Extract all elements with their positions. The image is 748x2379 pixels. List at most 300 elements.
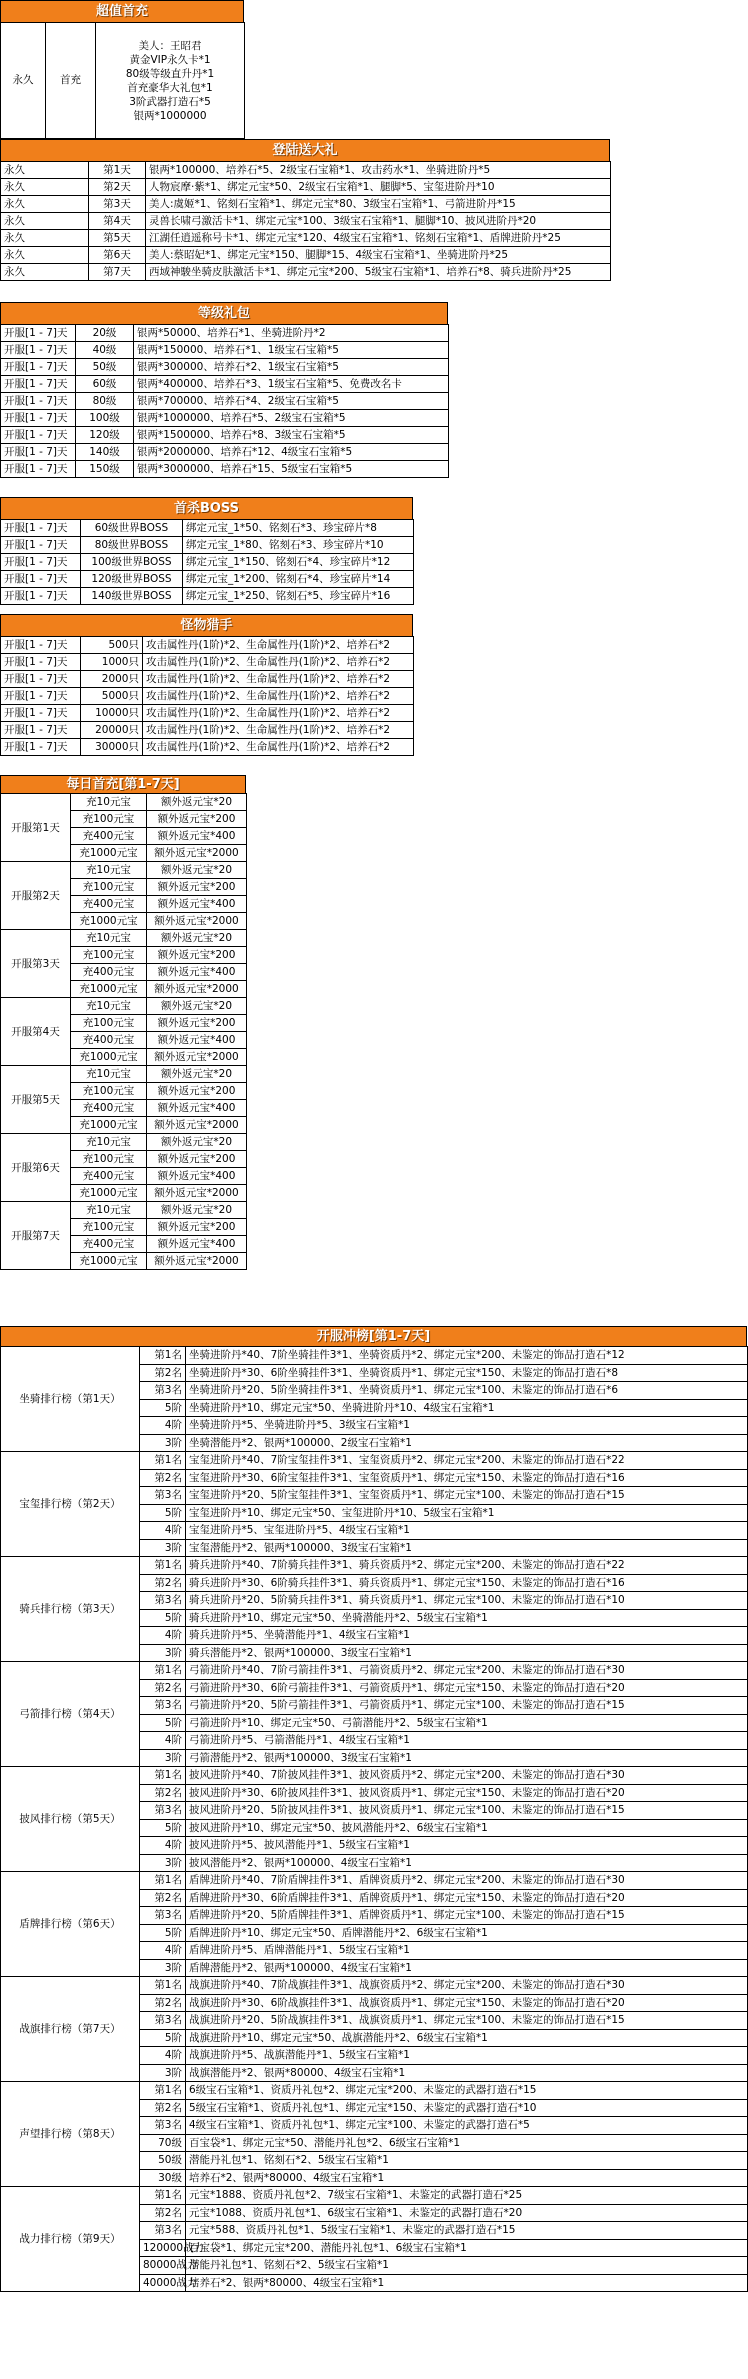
rank-place-cell: 5阶 [140, 1819, 186, 1837]
bonus-cell: 额外返元宝*20 [147, 1134, 247, 1151]
period-cell: 开服[1 - 7]天 [1, 359, 76, 376]
boss-cell: 60级世界BOSS [81, 520, 183, 537]
charge-amount-cell: 充10元宝 [71, 930, 147, 947]
table-row [1, 2082, 748, 2100]
table-row [1, 427, 449, 444]
rank-place-cell: 第3名 [140, 1907, 186, 1925]
level-gift-section [0, 302, 448, 478]
bonus-cell: 额外返元宝*2000 [147, 1117, 247, 1134]
rank-place-cell: 第3名 [140, 1697, 186, 1715]
rank-category-cell: 宝玺排行榜（第2天） [1, 1452, 140, 1557]
charge-amount-cell: 充100元宝 [71, 879, 147, 896]
table-row [1, 705, 414, 722]
day-cell: 第1天 [89, 162, 146, 179]
duration-cell: 永久 [1, 247, 89, 264]
day-label-cell: 开服第5天 [1, 1066, 71, 1134]
bonus-cell: 额外返元宝*20 [147, 1202, 247, 1219]
reward-cell: 绑定元宝_1*80、铭刻石*3、珍宝碎片*10 [183, 537, 414, 554]
bonus-cell: 额外返元宝*400 [147, 964, 247, 981]
bonus-cell: 额外返元宝*400 [147, 1168, 247, 1185]
reward-cell: 银两*150000、培养石*1、1级宝石宝箱*5 [134, 342, 449, 359]
period-cell: 开服[1 - 7]天 [1, 410, 76, 427]
charge-amount-cell: 充100元宝 [71, 1151, 147, 1168]
rank-place-cell: 30级 [140, 2169, 186, 2187]
reward-cell: 宝玺进阶丹*10、绑定元宝*50、宝玺进阶丹*10、5级宝石宝箱*1 [186, 1504, 748, 1522]
table-row [1, 520, 414, 537]
period-cell: 开服[1 - 7]天 [1, 444, 76, 461]
reward-cell: 披风进阶丹*10、绑定元宝*50、披风潜能丹*2、6级宝石宝箱*1 [186, 1819, 748, 1837]
reward-cell: 坐骑进阶丹*30、6阶坐骑挂件3*1、坐骑资质丹*1、绑定元宝*150、未鉴定的饰品打造石*8 [186, 1364, 748, 1382]
reward-cell: 元宝*588、资质丹礼包*1、5级宝石宝箱*1、未鉴定的武器打造石*15 [186, 2222, 748, 2240]
period-cell: 开服[1 - 7]天 [1, 537, 81, 554]
table-row [1, 461, 449, 478]
rank-place-cell: 5阶 [140, 1609, 186, 1627]
charge-amount-cell: 充1000元宝 [71, 1049, 147, 1066]
rank-place-cell: 第2名 [140, 2099, 186, 2117]
reward-cell: 银两*300000、培养石*2、1级宝石宝箱*5 [134, 359, 449, 376]
rank-place-cell: 3阶 [140, 1434, 186, 1452]
rank-place-cell: 4阶 [140, 1417, 186, 1435]
day-cell: 第4天 [89, 213, 146, 230]
reward-cell: 绑定元宝_1*150、铭刻石*4、珍宝碎片*12 [183, 554, 414, 571]
bonus-cell: 额外返元宝*2000 [147, 845, 247, 862]
table-row [1, 1066, 247, 1083]
bonus-cell: 额外返元宝*20 [147, 862, 247, 879]
rank-place-cell: 5阶 [140, 1924, 186, 1942]
table-row [1, 162, 611, 179]
table-row [1, 688, 414, 705]
reward-cell: 西域神駿坐骑皮肤激活卡*1、绑定元宝*200、5级宝石宝箱*1、培养石*8、骑兵进阶丹*25 [146, 264, 611, 281]
bonus-cell: 额外返元宝*200 [147, 1083, 247, 1100]
day-label-cell: 开服第7天 [1, 1202, 71, 1270]
reward-cell: 骑兵进阶丹*20、5阶骑兵挂件3*1、骑兵资质丹*1、绑定元宝*100、未鉴定的饰品打造石*10 [186, 1592, 748, 1610]
level-cell: 20级 [76, 325, 134, 342]
kill-count-cell: 30000只 [81, 739, 143, 756]
reward-cell: 攻击属性丹(1阶)*2、生命属性丹(1阶)*2、培养石*2 [143, 739, 414, 756]
reward-cell: 攻击属性丹(1阶)*2、生命属性丹(1阶)*2、培养石*2 [143, 722, 414, 739]
rank-place-cell: 第3名 [140, 1802, 186, 1820]
first-charge-table [0, 22, 245, 139]
charge-amount-cell: 充10元宝 [71, 1066, 147, 1083]
rank-place-cell: 3阶 [140, 2064, 186, 2082]
reward-cell: 战旗进阶丹*5、战旗潜能丹*1、5级宝石宝箱*1 [186, 2047, 748, 2065]
rank-place-cell: 第2名 [140, 1364, 186, 1382]
boss-section [0, 497, 413, 605]
daily-charge-table [0, 793, 247, 1270]
day-label-cell: 开服第2天 [1, 862, 71, 930]
day-label-cell: 开服第4天 [1, 998, 71, 1066]
rank-place-cell: 第3名 [140, 2222, 186, 2240]
level-gift-table [0, 324, 449, 478]
reward-cell: 战旗潜能丹*2、银两*80000、4级宝石宝箱*1 [186, 2064, 748, 2082]
bonus-cell: 额外返元宝*400 [147, 828, 247, 845]
first-charge-type: 首充 [46, 23, 96, 139]
duration-cell: 永久 [1, 264, 89, 281]
table-row [1, 376, 449, 393]
table-row [1, 264, 611, 281]
day-label-cell: 开服第6天 [1, 1134, 71, 1202]
period-cell: 开服[1 - 7]天 [1, 588, 81, 605]
rank-place-cell: 第2名 [140, 1574, 186, 1592]
rank-place-cell: 第1名 [140, 1767, 186, 1785]
hunter-table [0, 636, 414, 756]
reward-cell: 银两*50000、培养石*1、坐骑进阶丹*2 [134, 325, 449, 342]
day-label-cell: 开服第3天 [1, 930, 71, 998]
charge-amount-cell: 充100元宝 [71, 1219, 147, 1236]
charge-amount-cell: 充400元宝 [71, 828, 147, 845]
level-gift-title: 等级礼包 [0, 302, 448, 324]
rank-place-cell: 80000战力 [140, 2257, 186, 2275]
hunter-section [0, 614, 413, 756]
bonus-cell: 额外返元宝*20 [147, 794, 247, 811]
rank-place-cell: 第3名 [140, 2117, 186, 2135]
reward-cell: 银两*400000、培养石*3、1级宝石宝箱*5、免费改名卡 [134, 376, 449, 393]
bonus-cell: 额外返元宝*2000 [147, 981, 247, 998]
bonus-cell: 额外返元宝*2000 [147, 1049, 247, 1066]
table-row [1, 1557, 748, 1575]
period-cell: 开服[1 - 7]天 [1, 671, 81, 688]
boss-cell: 100级世界BOSS [81, 554, 183, 571]
reward-cell: 攻击属性丹(1阶)*2、生命属性丹(1阶)*2、培养石*2 [143, 654, 414, 671]
bonus-cell: 额外返元宝*2000 [147, 913, 247, 930]
first-charge-rewards [96, 23, 245, 139]
level-cell: 140级 [76, 444, 134, 461]
reward-cell: 宝玺进阶丹*5、宝玺进阶丹*5、4级宝石宝箱*1 [186, 1522, 748, 1540]
table-row [1, 1977, 748, 1995]
reward-cell: 百宝袋*1、绑定元宝*200、潜能丹礼包*1、6级宝石宝箱*1 [186, 2239, 748, 2257]
rank-place-cell: 40000战力 [140, 2274, 186, 2292]
duration-cell: 永久 [1, 162, 89, 179]
rank-place-cell: 4阶 [140, 1522, 186, 1540]
day-label-cell: 开服第1天 [1, 794, 71, 862]
table-row [1, 213, 611, 230]
boss-cell: 120级世界BOSS [81, 571, 183, 588]
period-cell: 开服[1 - 7]天 [1, 427, 76, 444]
charge-amount-cell: 充1000元宝 [71, 1185, 147, 1202]
reward-line: 3阶武器打造石*5 [129, 95, 211, 108]
rank-title: 开服冲榜[第1-7天] [0, 1326, 747, 1346]
rank-place-cell: 5阶 [140, 1504, 186, 1522]
reward-cell: 4级宝石宝箱*1、资质丹礼包*1、绑定元宝*100、未鉴定的武器打造石*5 [186, 2117, 748, 2135]
reward-cell: 盾牌进阶丹*5、盾牌潜能丹*1、5级宝石宝箱*1 [186, 1942, 748, 1960]
period-cell: 开服[1 - 7]天 [1, 376, 76, 393]
rank-category-cell: 坐骑排行榜（第1天） [1, 1347, 140, 1452]
rank-table [0, 1346, 748, 2292]
reward-cell: 元宝*1888、资质丹礼包*2、7级宝石宝箱*1、未鉴定的武器打造石*25 [186, 2187, 748, 2205]
rank-category-cell: 声望排行榜（第8天） [1, 2082, 140, 2187]
reward-cell: 骑兵进阶丹*30、6阶骑兵挂件3*1、骑兵资质丹*1、绑定元宝*150、未鉴定的饰品打造石*16 [186, 1574, 748, 1592]
day-cell: 第6天 [89, 247, 146, 264]
reward-cell: 弓箭潜能丹*2、银两*100000、3级宝石宝箱*1 [186, 1749, 748, 1767]
period-cell: 开服[1 - 7]天 [1, 342, 76, 359]
period-cell: 开服[1 - 7]天 [1, 520, 81, 537]
reward-cell: 坐骑潜能丹*2、银两*100000、2级宝石宝箱*1 [186, 1434, 748, 1452]
kill-count-cell: 10000只 [81, 705, 143, 722]
rank-place-cell: 第1名 [140, 1452, 186, 1470]
reward-cell: 弓箭进阶丹*20、5阶弓箭挂件3*1、弓箭资质丹*1、绑定元宝*100、未鉴定的饰品打造石*15 [186, 1697, 748, 1715]
reward-cell: 宝玺进阶丹*20、5阶宝玺挂件3*1、宝玺资质丹*1、绑定元宝*100、未鉴定的饰品打造石*15 [186, 1487, 748, 1505]
table-row [1, 537, 414, 554]
level-cell: 100级 [76, 410, 134, 427]
duration-cell: 永久 [1, 196, 89, 213]
bonus-cell: 额外返元宝*200 [147, 1015, 247, 1032]
level-cell: 80级 [76, 393, 134, 410]
reward-cell: 银两*100000、培养石*5、2级宝石宝箱*1、攻击药水*1、坐骑进阶丹*5 [146, 162, 611, 179]
table-row [1, 359, 449, 376]
table-row [1, 588, 414, 605]
table-row [1, 1872, 748, 1890]
rank-place-cell: 第1名 [140, 1977, 186, 1995]
reward-cell: 元宝*1088、资质丹礼包*1、6级宝石宝箱*1、未鉴定的武器打造石*20 [186, 2204, 748, 2222]
reward-cell: 攻击属性丹(1阶)*2、生命属性丹(1阶)*2、培养石*2 [143, 637, 414, 654]
kill-count-cell: 1000只 [81, 654, 143, 671]
reward-cell: 6级宝石宝箱*1、资质丹礼包*2、绑定元宝*200、未鉴定的武器打造石*15 [186, 2082, 748, 2100]
table-row [1, 722, 414, 739]
reward-line: 黄金VIP永久卡*1 [129, 53, 211, 66]
charge-amount-cell: 充100元宝 [71, 1015, 147, 1032]
rank-place-cell: 4阶 [140, 1837, 186, 1855]
kill-count-cell: 20000只 [81, 722, 143, 739]
boss-table [0, 519, 414, 605]
rank-place-cell: 4阶 [140, 1942, 186, 1960]
bonus-cell: 额外返元宝*400 [147, 1236, 247, 1253]
table-row [1, 247, 611, 264]
reward-cell: 绑定元宝_1*200、铭刻石*4、珍宝碎片*14 [183, 571, 414, 588]
reward-cell: 骑兵进阶丹*40、7阶骑兵挂件3*1、骑兵资质丹*2、绑定元宝*200、未鉴定的饰品打造石*22 [186, 1557, 748, 1575]
period-cell: 开服[1 - 7]天 [1, 654, 81, 671]
table-row [1, 654, 414, 671]
reward-cell: 百宝袋*1、绑定元宝*50、潜能丹礼包*2、6级宝石宝箱*1 [186, 2134, 748, 2152]
bonus-cell: 额外返元宝*200 [147, 1151, 247, 1168]
reward-cell: 盾牌潜能丹*2、银两*100000、4级宝石宝箱*1 [186, 1959, 748, 1977]
table-row [1, 794, 247, 811]
first-charge-title: 超值首充 [0, 0, 244, 22]
reward-cell: 培养石*2、银两*80000、4级宝石宝箱*1 [186, 2274, 748, 2292]
level-cell: 120级 [76, 427, 134, 444]
daily-charge-title: 每日首充[第1-7天] [0, 775, 246, 793]
level-cell: 60级 [76, 376, 134, 393]
duration-cell: 永久 [1, 230, 89, 247]
bonus-cell: 额外返元宝*2000 [147, 1185, 247, 1202]
table-row [1, 671, 414, 688]
table-row [1, 230, 611, 247]
boss-cell: 80级世界BOSS [81, 537, 183, 554]
rank-place-cell: 第2名 [140, 1994, 186, 2012]
reward-cell: 攻击属性丹(1阶)*2、生命属性丹(1阶)*2、培养石*2 [143, 705, 414, 722]
table-row [1, 1662, 748, 1680]
table-row [1, 739, 414, 756]
table-row [1, 2187, 748, 2205]
reward-cell: 江湖任逍遥称号卡*1、绑定元宝*120、4级宝石宝箱*1、铭刻石宝箱*1、盾牌进阶丹*25 [146, 230, 611, 247]
rank-place-cell: 第1名 [140, 1557, 186, 1575]
charge-amount-cell: 充400元宝 [71, 896, 147, 913]
reward-cell: 绑定元宝_1*50、铭刻石*3、珍宝碎片*8 [183, 520, 414, 537]
charge-amount-cell: 充10元宝 [71, 1202, 147, 1219]
table-row [1, 1347, 748, 1365]
charge-amount-cell: 充400元宝 [71, 1032, 147, 1049]
day-cell: 第3天 [89, 196, 146, 213]
rank-category-cell: 战旗排行榜（第7天） [1, 1977, 140, 2082]
reward-cell: 银两*1500000、培养石*8、3级宝石宝箱*5 [134, 427, 449, 444]
rank-place-cell: 第1名 [140, 1662, 186, 1680]
duration-cell: 永久 [1, 213, 89, 230]
level-cell: 150级 [76, 461, 134, 478]
bonus-cell: 额外返元宝*400 [147, 1032, 247, 1049]
reward-cell: 披风潜能丹*2、银两*100000、4级宝石宝箱*1 [186, 1854, 748, 1872]
reward-cell: 骑兵进阶丹*5、坐骑潜能丹*1、4级宝石宝箱*1 [186, 1627, 748, 1645]
charge-amount-cell: 充1000元宝 [71, 1253, 147, 1270]
reward-cell: 骑兵潜能丹*2、银两*100000、3级宝石宝箱*1 [186, 1644, 748, 1662]
rank-place-cell: 第1名 [140, 1872, 186, 1890]
reward-cell: 弓箭进阶丹*30、6阶弓箭挂件3*1、弓箭资质丹*1、绑定元宝*150、未鉴定的饰品打造石*20 [186, 1679, 748, 1697]
period-cell: 开服[1 - 7]天 [1, 688, 81, 705]
rank-place-cell: 第2名 [140, 1469, 186, 1487]
charge-amount-cell: 充400元宝 [71, 1168, 147, 1185]
rank-place-cell: 5阶 [140, 1399, 186, 1417]
rank-category-cell: 披风排行榜（第5天） [1, 1767, 140, 1872]
reward-cell: 人物宸摩·紫*1、绑定元宝*50、2级宝石宝箱*1、腿脚*5、宝玺进阶丹*10 [146, 179, 611, 196]
reward-cell: 5级宝石宝箱*1、资质丹礼包*1、绑定元宝*150、未鉴定的武器打造石*10 [186, 2099, 748, 2117]
reward-cell: 攻击属性丹(1阶)*2、生命属性丹(1阶)*2、培养石*2 [143, 671, 414, 688]
reward-cell: 弓箭进阶丹*40、7阶弓箭挂件3*1、弓箭资质丹*2、绑定元宝*200、未鉴定的饰品打造石*30 [186, 1662, 748, 1680]
reward-cell: 盾牌进阶丹*10、绑定元宝*50、盾牌潜能丹*2、6级宝石宝箱*1 [186, 1924, 748, 1942]
table-row [1, 637, 414, 654]
bonus-cell: 额外返元宝*400 [147, 1100, 247, 1117]
bonus-cell: 额外返元宝*2000 [147, 1253, 247, 1270]
charge-amount-cell: 充1000元宝 [71, 845, 147, 862]
reward-cell: 灵兽长啸弓激活卡*1、绑定元宝*100、3级宝石宝箱*1、腿脚*10、披风进阶丹*20 [146, 213, 611, 230]
rank-place-cell: 第1名 [140, 1347, 186, 1365]
reward-cell: 宝玺进阶丹*30、6阶宝玺挂件3*1、宝玺资质丹*1、绑定元宝*150、未鉴定的饰品打造石*16 [186, 1469, 748, 1487]
reward-cell: 坐骑进阶丹*5、坐骑进阶丹*5、3级宝石宝箱*1 [186, 1417, 748, 1435]
reward-cell: 坐骑进阶丹*10、绑定元宝*50、坐骑进阶丹*10、4级宝石宝箱*1 [186, 1399, 748, 1417]
table-row [1, 342, 449, 359]
kill-count-cell: 2000只 [81, 671, 143, 688]
rank-place-cell: 3阶 [140, 1854, 186, 1872]
rank-place-cell: 3阶 [140, 1539, 186, 1557]
rank-category-cell: 战力排行榜（第9天） [1, 2187, 140, 2292]
table-row [1, 410, 449, 427]
bonus-cell: 额外返元宝*200 [147, 879, 247, 896]
rank-place-cell: 5阶 [140, 2029, 186, 2047]
reward-cell: 银两*700000、培养石*4、2级宝石宝箱*5 [134, 393, 449, 410]
reward-cell: 潜能丹礼包*1、铭刻石*2、5级宝石宝箱*1 [186, 2152, 748, 2170]
first-charge-duration: 永久 [1, 23, 46, 139]
rank-place-cell: 4阶 [140, 2047, 186, 2065]
rank-category-cell: 盾牌排行榜（第6天） [1, 1872, 140, 1977]
period-cell: 开服[1 - 7]天 [1, 461, 76, 478]
reward-line: 80级等级直升丹*1 [125, 67, 215, 80]
charge-amount-cell: 充100元宝 [71, 1083, 147, 1100]
reward-cell: 银两*2000000、培养石*12、4级宝石宝箱*5 [134, 444, 449, 461]
table-row [1, 1452, 748, 1470]
reward-line: 银两*1000000 [133, 109, 207, 122]
period-cell: 开服[1 - 7]天 [1, 637, 81, 654]
reward-cell: 战旗进阶丹*10、绑定元宝*50、战旗潜能丹*2、6级宝石宝箱*1 [186, 2029, 748, 2047]
duration-cell: 永久 [1, 179, 89, 196]
reward-cell: 银两*3000000、培养石*15、5级宝石宝箱*5 [134, 461, 449, 478]
rank-place-cell: 3阶 [140, 1959, 186, 1977]
reward-line: 美人：王昭君 [138, 39, 202, 52]
rank-place-cell: 第1名 [140, 2082, 186, 2100]
table-row [1, 393, 449, 410]
reward-cell: 盾牌进阶丹*40、7阶盾牌挂件3*1、盾牌资质丹*2、绑定元宝*200、未鉴定的饰品打造石*30 [186, 1872, 748, 1890]
table-row [1, 998, 247, 1015]
rank-place-cell: 3阶 [140, 1749, 186, 1767]
table-row [1, 1134, 247, 1151]
rank-place-cell: 5阶 [140, 1714, 186, 1732]
day-cell: 第2天 [89, 179, 146, 196]
reward-cell: 披风进阶丹*40、7阶披风挂件3*1、披风资质丹*2、绑定元宝*200、未鉴定的饰品打造石*30 [186, 1767, 748, 1785]
table-row [1, 1202, 247, 1219]
rank-section [0, 1326, 747, 2292]
reward-cell: 美人:虞姬*1、铭刻石宝箱*1、绑定元宝*80、3级宝石宝箱*1、弓箭进阶丹*15 [146, 196, 611, 213]
period-cell: 开服[1 - 7]天 [1, 722, 81, 739]
rank-place-cell: 第2名 [140, 1679, 186, 1697]
charge-amount-cell: 充10元宝 [71, 1134, 147, 1151]
charge-amount-cell: 充400元宝 [71, 1236, 147, 1253]
rank-place-cell: 第3名 [140, 1382, 186, 1400]
rank-category-cell: 弓箭排行榜（第4天） [1, 1662, 140, 1767]
bonus-cell: 额外返元宝*20 [147, 930, 247, 947]
rank-place-cell: 70级 [140, 2134, 186, 2152]
rank-place-cell: 第2名 [140, 1784, 186, 1802]
rank-place-cell: 120000战力 [140, 2239, 186, 2257]
reward-cell: 坐骑进阶丹*40、7阶坐骑挂件3*1、坐骑资质丹*2、绑定元宝*200、未鉴定的饰品打造石*12 [186, 1347, 748, 1365]
kill-count-cell: 500只 [81, 637, 143, 654]
reward-cell: 美人:蔡昭妃*1、绑定元宝*150、腿脚*15、4级宝石宝箱*1、坐骑进阶丹*25 [146, 247, 611, 264]
bonus-cell: 额外返元宝*200 [147, 947, 247, 964]
charge-amount-cell: 充1000元宝 [71, 913, 147, 930]
reward-cell: 骑兵进阶丹*10、绑定元宝*50、坐骑潜能丹*2、5级宝石宝箱*1 [186, 1609, 748, 1627]
period-cell: 开服[1 - 7]天 [1, 393, 76, 410]
table-row [1, 196, 611, 213]
reward-cell: 培养石*2、银两*80000、4级宝石宝箱*1 [186, 2169, 748, 2187]
reward-line: 首充豪华大礼包*1 [127, 81, 213, 94]
table-row [1, 1767, 748, 1785]
rank-place-cell: 第1名 [140, 2187, 186, 2205]
rank-place-cell: 50级 [140, 2152, 186, 2170]
rank-place-cell: 4阶 [140, 1732, 186, 1750]
reward-cell: 银两*1000000、培养石*5、2级宝石宝箱*5 [134, 410, 449, 427]
period-cell: 开服[1 - 7]天 [1, 554, 81, 571]
charge-amount-cell: 充10元宝 [71, 794, 147, 811]
rank-place-cell: 4阶 [140, 1627, 186, 1645]
reward-cell: 宝玺潜能丹*2、银两*100000、3级宝石宝箱*1 [186, 1539, 748, 1557]
boss-cell: 140级世界BOSS [81, 588, 183, 605]
level-cell: 40级 [76, 342, 134, 359]
login-gift-section [0, 139, 610, 281]
rank-place-cell: 第2名 [140, 2204, 186, 2222]
bonus-cell: 额外返元宝*20 [147, 1066, 247, 1083]
reward-cell: 战旗进阶丹*30、6阶战旗挂件3*1、战旗资质丹*1、绑定元宝*150、未鉴定的饰品打造石*20 [186, 1994, 748, 2012]
charge-amount-cell: 充100元宝 [71, 811, 147, 828]
reward-cell: 潜能丹礼包*1、铭刻石*2、5级宝石宝箱*1 [186, 2257, 748, 2275]
reward-cell: 披风进阶丹*30、6阶披风挂件3*1、披风资质丹*1、绑定元宝*150、未鉴定的饰品打造石*20 [186, 1784, 748, 1802]
reward-cell: 披风进阶丹*20、5阶披风挂件3*1、披风资质丹*1、绑定元宝*100、未鉴定的饰品打造石*15 [186, 1802, 748, 1820]
level-cell: 50级 [76, 359, 134, 376]
table-row [1, 325, 449, 342]
charge-amount-cell: 充1000元宝 [71, 981, 147, 998]
rank-place-cell: 3阶 [140, 1644, 186, 1662]
hunter-title: 怪物猎手 [0, 614, 413, 636]
reward-cell: 宝玺进阶丹*40、7阶宝玺挂件3*1、宝玺资质丹*2、绑定元宝*200、未鉴定的饰品打造石*22 [186, 1452, 748, 1470]
reward-cell: 盾牌进阶丹*20、5阶盾牌挂件3*1、盾牌资质丹*1、绑定元宝*100、未鉴定的饰品打造石*15 [186, 1907, 748, 1925]
table-row [1, 862, 247, 879]
first-charge-section [0, 0, 244, 139]
table-row [1, 930, 247, 947]
reward-cell: 披风进阶丹*5、披风潜能丹*1、5级宝石宝箱*1 [186, 1837, 748, 1855]
